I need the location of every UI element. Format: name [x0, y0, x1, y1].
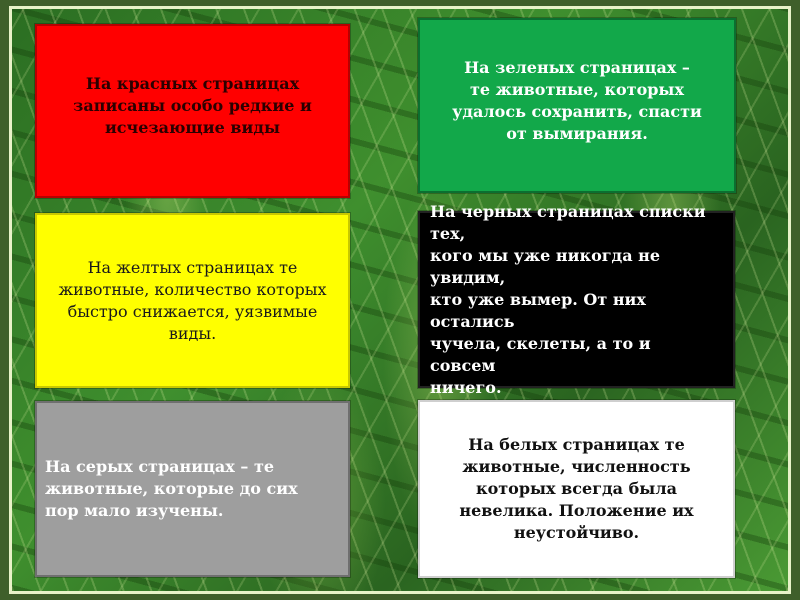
gray-pages-text: На серых страницах – те животные, которые до сих пор мало изучены.	[45, 457, 298, 520]
white-pages-card	[418, 400, 735, 578]
green-pages-text: На зеленых страницах – те животные, которых удалось сохранить, спасти от вымирания.	[452, 57, 702, 143]
white-pages-text: На белых страницах те животные, численность которых всегда была невелика. Положение их неустойчиво.	[459, 435, 694, 542]
black-pages-text: На черных страницах списки тех, кого мы уже никогда не увидим, кто уже вымер. От них остались чучела, скелеты, а то и совсем ничего.	[430, 201, 706, 397]
red-pages-text: На красных страницах записаны особо редкие и исчезающие виды	[73, 74, 312, 137]
yellow-pages-card	[35, 213, 350, 388]
green-pages-card	[418, 18, 736, 193]
yellow-pages-text: На желтых страницах те животные, количество которых быстро снижается, уязвимые виды.	[58, 257, 327, 343]
gray-pages-card	[35, 401, 350, 577]
red-pages-card	[35, 24, 350, 198]
black-pages-card	[418, 201, 735, 397]
